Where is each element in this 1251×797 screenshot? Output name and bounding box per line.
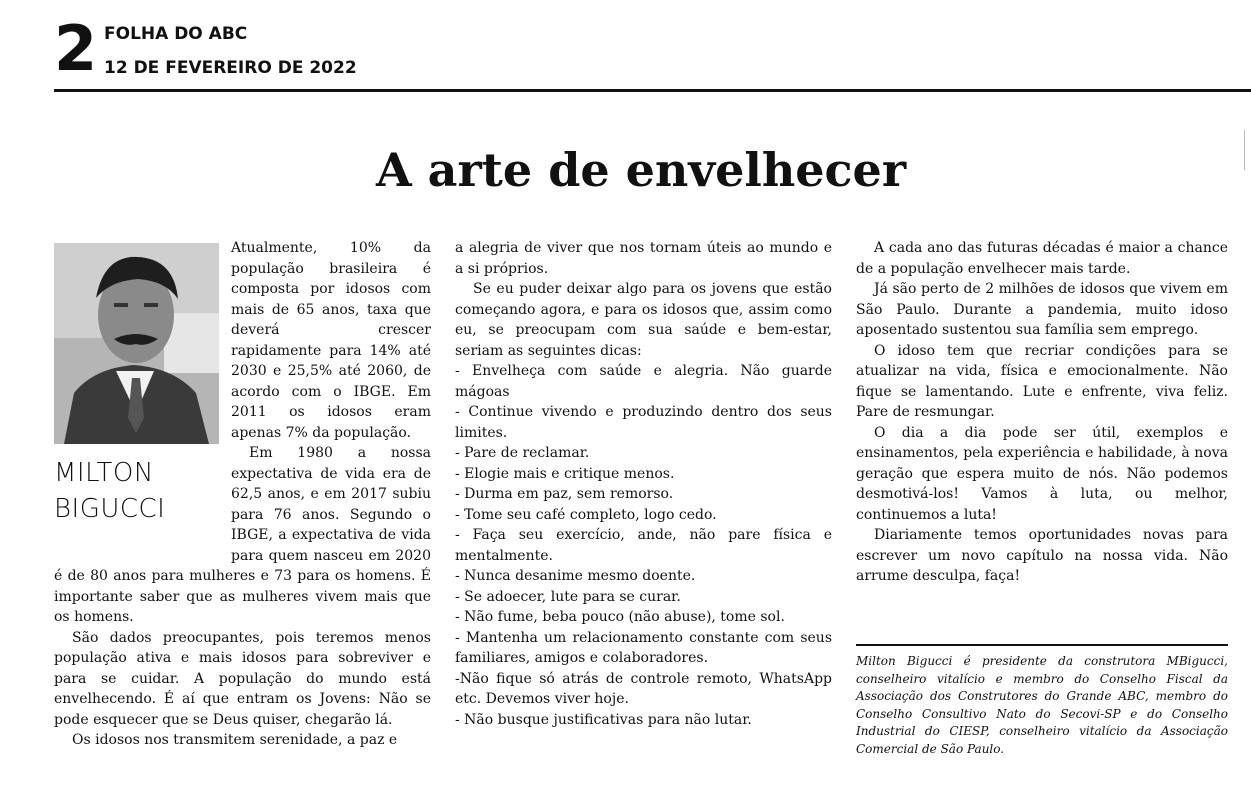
tip-item: - Continue vivendo e produzindo dentro dos seus limites.	[455, 404, 832, 441]
masthead	[54, 14, 1251, 88]
tip-item: -Não fique só atrás de controle remoto, WhatsApp etc. Devemos viver hoje.	[455, 670, 832, 707]
adjacent-page-edge	[1244, 130, 1251, 170]
paragraph: Diariamente temos oportunidades novas para escrever um novo capítulo na nossa vida. Não arrume desculpa, faça!	[856, 527, 1228, 584]
paragraph: São dados preocupantes, pois teremos menos população ativa e mais idosos para sobreviver e para se cuidar. A população do mundo está envelhecendo. É aí que entram os Jovens: Não se pode esquecer que se Deus quiser, chegarão lá.	[54, 629, 431, 728]
paragraph: Se eu puder deixar algo para os jovens que estão começando agora, e para os idosos que, assim como eu, se preocupam com sua saúde e bem-estar, seriam as seguintes dicas:	[455, 281, 832, 359]
tip-item: - Faça seu exercício, ande, não pare física e mentalmente.	[455, 527, 832, 564]
author-bio: Milton Bigucci é presidente da construtora MBigucci, conselheiro vitalício e membro do Conselho Fiscal da Associação dos Construtores do Grande ABC, membro do Conselho Consultivo Nato do Secovi-SP e do Conselho Industrial do CIESP, conselheiro vitalício da Associação Comercial de São Paulo.	[856, 654, 1228, 756]
photo-spacer	[54, 238, 231, 551]
column-2	[455, 238, 832, 730]
tip-item: - Elogie mais e critique menos.	[455, 465, 675, 482]
author-last-name: BIGUCCI	[54, 494, 166, 524]
publication-date: 12 DE FEVEREIRO DE 2022	[104, 58, 357, 78]
tip-item: - Envelheça com saúde e alegria. Não guarde mágoas	[455, 363, 832, 400]
paragraph: Em 1980 a nossa expectativa de vida era de 62,5 anos, e em 2017 subiu para 76 anos. Segundo o IBGE, a expectativa de vida para quem nasceu em 2020 é de 80 anos para mulheres e 73 para os homens. É importante saber que as mulheres vivem mais que os homens.	[54, 445, 431, 625]
bio-divider	[856, 644, 1228, 646]
paragraph: O dia a dia pode ser útil, exemplos e ensinamentos, pela experiência e habilidade, à nova geração que espera muito de nós. Não podemos desmotivá-los! Vamos à luta, ou melhor, continuemos a luta!	[856, 424, 1228, 523]
paragraph: a alegria de viver que nos tornam úteis ao mundo e a si próprios.	[455, 240, 832, 277]
page-number: 2	[54, 12, 96, 85]
column-3	[856, 238, 1228, 587]
tip-item: - Nunca desanime mesmo doente.	[455, 568, 696, 584]
article-title: A arte de envelhecer	[375, 143, 907, 197]
paragraph: O idoso tem que recriar condições para se atualizar na vida, física e emocionalmente. Não fique se lamentando. Lute e enfrente, viva feliz. Pare de resmungar.	[856, 342, 1228, 420]
header-rule	[54, 89, 1251, 92]
tip-item: - Durma em paz, sem remorso.	[455, 486, 674, 502]
tip-item: - Não busque justificativas para não lutar.	[455, 711, 752, 728]
author-first-name: MILTON	[54, 458, 154, 488]
tip-item: - Pare de reclamar.	[455, 445, 590, 461]
paragraph: A cada ano das futuras décadas é maior a chance de a população envelhecer mais tarde.	[856, 240, 1228, 277]
tip-item: - Se adoecer, lute para se curar.	[455, 588, 681, 605]
paragraph: Os idosos nos transmitem serenidade, a paz e	[72, 732, 398, 748]
tip-item: - Mantenha um relacionamento constante com seus familiares, amigos e colaboradores.	[455, 629, 832, 666]
tip-item: - Tome seu café completo, logo cedo.	[455, 506, 717, 523]
paragraph: Atualmente, 10% da população brasileira é composta por idosos com mais de 65 anos, taxa que deverá crescer rapidamente para 14% até 2030 e 25,5% até 2060, de acordo com o IBGE. Em 2011 os idosos eram apenas 7% da população.	[231, 240, 431, 441]
publication-name: FOLHA DO ABC	[104, 24, 248, 44]
paragraph: Já são perto de 2 milhões de idosos que vivem em São Paulo. Durante a pandemia, muito idoso aposentado sustentou sua família sem emprego.	[856, 281, 1228, 338]
column-1	[54, 238, 431, 751]
tip-item: - Não fume, beba pouco (não abuse), tome sol.	[455, 609, 785, 625]
